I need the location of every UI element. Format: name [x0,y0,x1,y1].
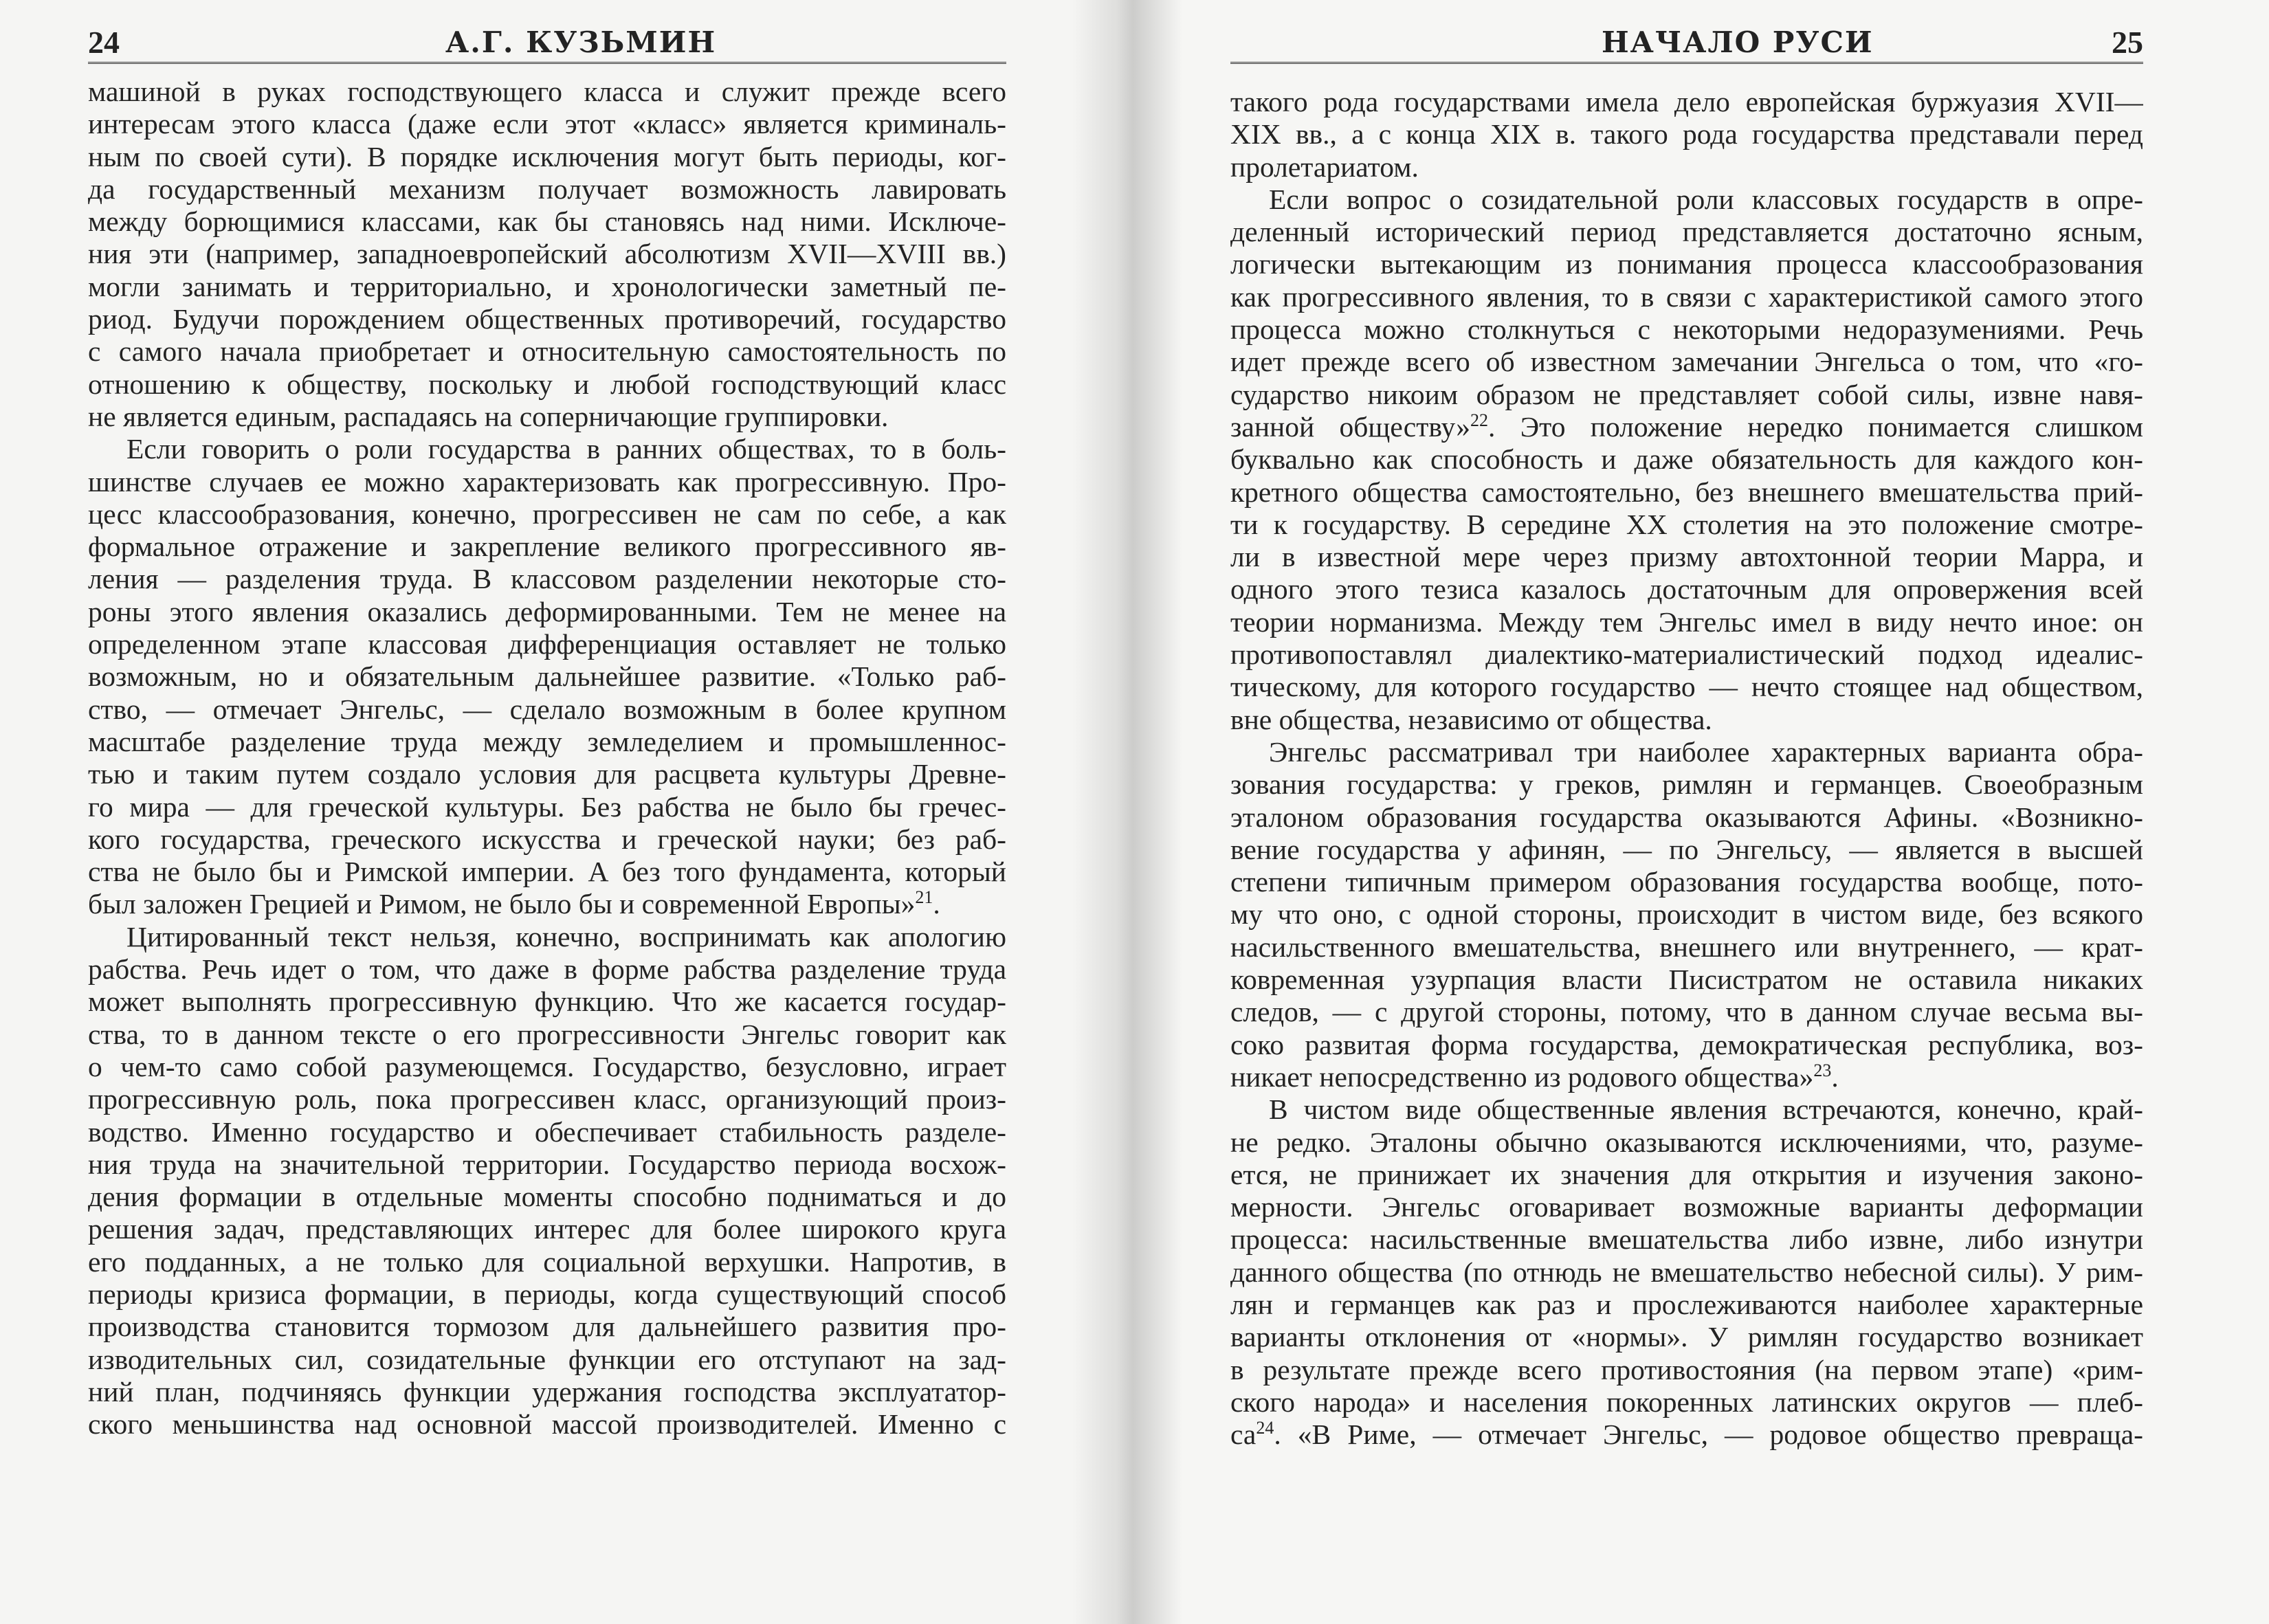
left-page-header [88,19,1006,64]
text-line [1230,1321,2143,1353]
text-line [88,596,1006,628]
text-line [88,758,1006,790]
text-line-content: как прогрессивного явления, то в связи с характеристикой самого этого [1230,280,2143,313]
text-line-content: роны этого явления оказались деформированными. Тем не менее на [88,595,1006,627]
text-line [1230,964,2143,996]
left-page-body [88,76,1006,1441]
text-line-content: ства, то в данном тексте о его прогрессивности Энгельс говорит как [88,1018,1006,1050]
text-line [1230,1093,2143,1126]
text-line [1230,1223,2143,1256]
footnote-ref: 21 [915,888,933,908]
text-line-content: го мира — для греческой культуры. Без рабства не было бы гречес- [88,790,1006,823]
text-line-content: В чистом виде общественные явления встречаются, конечно, край- [1269,1093,2143,1126]
text-line-content: са [1230,1419,1257,1451]
text-line-content: риод. Будучи порождением общественных противоречий, государство [88,303,1006,335]
left-page-number: 24 [88,25,120,60]
text-line [88,986,1006,1018]
text-line [88,856,1006,888]
text-line-content: никает непосредственно из родового общества» [1230,1060,1814,1093]
text-line [88,1083,1006,1115]
text-line-content: отношению к обществу, поскольку и любой господствующий класс [88,368,1006,400]
text-line [1230,996,2143,1028]
text-line-content: кретного общества самостоятельно, без внешнего вмешательства прий- [1230,476,2143,508]
text-line [1230,736,2143,768]
text-line [1230,379,2143,411]
text-line-content: да государственный механизм получает возможность лавировать [88,173,1006,205]
text-line-content: изводительных сил, созидательные функции его отступают на зад- [88,1343,1006,1375]
text-line [88,401,1006,433]
right-page-body [1230,86,2143,1451]
text-line-content: ства не было бы и Римской империи. А без того фундамента, который [88,856,1006,888]
text-line-content: периоды кризиса формации, в периоды, когда существующий способ [88,1278,1006,1310]
text-line-content: ского меньшинства над основной массой производителей. Именно с [88,1408,1006,1441]
text-line [88,628,1006,660]
text-line [88,335,1006,368]
text-line [88,823,1006,856]
text-line-content: ний план, подчиняясь функции удержания господства эксплуататор- [88,1375,1006,1408]
text-line [1230,118,2143,151]
text-line-content: решения задач, представляющих интерес для более широкого круга [88,1213,1006,1245]
text-line [88,1116,1006,1148]
text-line-tail: . [933,888,940,920]
text-line-content: ти к государству. В середине XX столетия на это положение смотре- [1230,508,2143,540]
text-line-content: ковременная узурпация власти Писистратом не оставила никаких [1230,964,2143,996]
text-line [88,1376,1006,1408]
text-line [1230,86,2143,118]
text-line-content: насильственного вмешательства, внешнего или внутреннего, — крат- [1230,931,2143,963]
text-line-content: XIX вв., а с конца XIX в. такого рода государства представали перед [1230,118,2143,151]
text-line-content: степени типичным примером образования государства вообще, пото- [1230,866,2143,898]
text-line [88,1344,1006,1376]
text-line-content: Энгельс рассматривал три наиболее характерных варианта обра- [1269,735,2143,768]
text-line-content: ния эти (например, западноевропейский абсолютизм XVII—XVIII вв.) [88,238,1006,270]
text-line-content: ления — разделения труда. В классовом разделении некоторые сто- [88,563,1006,595]
text-line-content: формальное отражение и закрепление великого прогрессивного яв- [88,531,1006,563]
text-line-tail: . Это положение нередко понимается слишком [1488,410,2143,443]
text-line [1230,346,2143,378]
text-line-content: машиной в руках господствующего класса и служит прежде всего [88,76,1006,107]
text-line [1230,1061,2143,1093]
text-line-content: пролетариатом. [1230,151,1419,183]
text-line-content: тью и таким путем создало условия для расцвета культуры Древне- [88,758,1006,790]
text-line [88,1278,1006,1311]
text-line [88,1213,1006,1245]
text-line-content: лян и германцев как раз и прослеживаются наиболее характерные [1230,1288,2143,1320]
text-line-content: такого рода государствами имела дело европейская буржуазия XVII— [1230,86,2143,118]
left-running-title: А.Г. КУЗЬМИН [445,25,717,59]
text-line [1230,931,2143,964]
text-line-content: ным по своей сути). В порядке исключения могут быть периоды, ког- [88,140,1006,173]
text-line-content: прогрессивную роль, пока прогрессивен класс, организующий произ- [88,1083,1006,1115]
text-line [88,888,1006,920]
text-line-content: шинстве случаев ее можно характеризовать как прогрессивную. Про- [88,465,1006,498]
text-line-content: эталоном образования государства оказываются Афины. «Возникно- [1230,801,2143,833]
text-line [88,693,1006,726]
text-line-content: занной обществу» [1230,410,1471,443]
text-line [88,531,1006,563]
text-line [1230,1256,2143,1289]
text-line [88,1246,1006,1278]
text-line [1230,1354,2143,1386]
text-line-tail: . «В Риме, — отмечает Энгельс, — родовое общество превраща- [1274,1419,2143,1451]
text-line-content: одного этого тезиса казалось достаточным для опровержения всей [1230,573,2143,605]
text-line-content: определенном этапе классовая дифференциация оставляет не только [88,628,1006,660]
text-line [88,498,1006,531]
text-line-content: о чем-то само собой разумеющемся. Государство, безусловно, играет [88,1050,1006,1082]
text-line-content: теории норманизма. Между тем Энгельс имел в виду нечто иное: он [1230,605,2143,638]
text-line [1230,1126,2143,1159]
text-line [88,660,1006,693]
text-line-content: тическому, для которого государство — нечто стоящее над обществом, [1230,671,2143,703]
text-line-content: му что оно, с одной стороны, происходит в чистом виде, без всякого [1230,898,2143,931]
text-line-content: Если говорить о роли государства в ранних обществах, то в боль- [126,433,1006,465]
text-line [88,368,1006,401]
text-line [88,141,1006,173]
text-line [88,1181,1006,1213]
text-line [1230,834,2143,866]
text-line-content: ется, не принижает их значения для открытия и изучения законо- [1230,1158,2143,1190]
text-line-content: Цитированный текст нельзя, конечно, воспринимать как апологию [126,920,1006,953]
left-page [0,0,1114,1624]
text-line [1230,1289,2143,1321]
text-line [1230,1191,2143,1223]
text-line [88,271,1006,303]
text-line-content: Если вопрос о созидательной роли классовых государств в опре- [1269,183,2143,215]
text-line [1230,411,2143,443]
text-line-content: ния труда на значительной территории. Государство периода восхож- [88,1148,1006,1180]
text-line-content: не редко. Эталоны обычно оказываются исключениями, что, разуме- [1230,1126,2143,1158]
text-line [88,466,1006,498]
text-line-content: вение государства у афинян, — по Энгельсу, — является в высшей [1230,833,2143,865]
text-line [88,76,1006,108]
footnote-ref: 24 [1256,1419,1274,1438]
text-line [88,238,1006,270]
text-line-content: водство. Именно государство и обеспечивает стабильность разделе- [88,1115,1006,1148]
text-line [88,1311,1006,1343]
text-line-content: его подданных, а не только для социальной верхушки. Напротив, в [88,1245,1006,1278]
text-line [88,563,1006,595]
text-line [1230,898,2143,931]
text-line-content: могли занимать и территориально, и хронологически заметный пе- [88,270,1006,302]
text-line [1230,801,2143,834]
text-line-content: следов, — с другой стороны, потому, что в данном случае весьма вы- [1230,996,2143,1028]
text-line-content: логически вытекающим из понимания процесса классообразования [1230,248,2143,280]
text-line-content: ство, — отмечает Энгельс, — сделало возможным в более крупном [88,693,1006,725]
text-line-content: между борющимися классами, как бы становясь над ними. Исключе- [88,205,1006,238]
text-line-content: производства становится тормозом для дальнейшего развития про- [88,1311,1006,1343]
text-line-content: масштабе разделение труда между земледелием и промышленнос- [88,725,1006,757]
right-page-header [1230,19,2143,64]
text-line [1230,183,2143,216]
text-line [88,1408,1006,1441]
text-line [88,1051,1006,1083]
text-line-content: дения формации в отдельные моменты способно подниматься и до [88,1181,1006,1213]
text-line-content: идет прежде всего об известном замечании Энгельса о том, что «го- [1230,346,2143,378]
text-line-content: может выполнять прогрессивную функцию. Что же касается государ- [88,986,1006,1018]
text-line-content: данного общества (по отнюдь не вмешательство небесной силы). У рим- [1230,1256,2143,1288]
text-line [1230,671,2143,703]
text-line-content: деленный исторический период представляется достаточно ясным, [1230,216,2143,248]
text-line-content: процесса можно столкнуться с некоторыми недоразумениями. Речь [1230,313,2143,346]
text-line [1230,151,2143,183]
text-line [88,1148,1006,1181]
text-line [88,303,1006,335]
text-line [1230,638,2143,671]
text-line-content: был заложен Грецией и Римом, не было бы и современной Европы» [88,888,916,920]
text-line-content: зования государства: у греков, римлян и германцев. Своеобразным [1230,768,2143,801]
text-line [1230,1419,2143,1451]
text-line [1230,606,2143,638]
text-line [88,173,1006,205]
text-line-content: варианты отклонения от «нормы». У римлян государство возникает [1230,1321,2143,1353]
text-line [1230,768,2143,801]
text-line-content: цесс классообразования, конечно, прогрессивен не сам по себе, а как [88,498,1006,530]
text-line [1230,281,2143,313]
text-line [1230,216,2143,248]
text-line [1230,866,2143,898]
text-line [1230,476,2143,509]
text-line [88,1019,1006,1051]
footnote-ref: 23 [1813,1060,1832,1081]
text-line [1230,541,2143,573]
text-line-content: ского народа» и населения покоренных латинских округов — плеб- [1230,1386,2143,1418]
right-page-number: 25 [2112,25,2143,60]
text-line-content: с самого начала приобретает и относительную самостоятельность по [88,335,1006,368]
right-page [1114,0,2269,1624]
text-line [1230,704,2143,736]
text-line-content: процесса: насильственные вмешательства либо извне, либо изнутри [1230,1223,2143,1256]
text-line [1230,573,2143,605]
text-line [1230,443,2143,476]
text-line [1230,509,2143,541]
text-line [88,921,1006,953]
text-line [88,791,1006,823]
book-gutter-shadow [1072,0,1182,1624]
text-line [1230,1159,2143,1191]
text-line [88,726,1006,758]
text-line [88,108,1006,140]
text-line-content: буквально как способность и даже обязательность для каждого кон- [1230,443,2143,476]
footnote-ref: 22 [1470,410,1489,431]
text-line [1230,1029,2143,1061]
text-line-content: противопоставлял диалектико-материалистический подход идеалис- [1230,638,2143,671]
text-line-content: соко развитая форма государства, демократическая республика, воз- [1230,1028,2143,1060]
text-line [88,433,1006,465]
text-line [1230,1386,2143,1419]
text-line-content: интересам этого класса (даже если этот «класс» является криминаль- [88,108,1006,140]
text-line-content: кого государства, греческого искусства и греческой науки; без раб- [88,823,1006,855]
text-line [88,953,1006,986]
right-running-title: НАЧАЛО РУСИ [1602,25,1874,59]
text-line-content: не является единым, распадаясь на соперничающие группировки. [88,400,889,432]
text-line-content: рабства. Речь идет о том, что даже в форме рабства разделение труда [88,953,1006,986]
text-line-content: мерности. Энгельс оговаривает возможные варианты деформации [1230,1191,2143,1223]
text-line-content: в результате прежде всего противостояния (на первом этапе) «рим- [1230,1353,2143,1386]
text-line [1230,313,2143,346]
text-line-content: сударство никоим образом не представляет собой силы, извне навя- [1230,378,2143,410]
text-line-content: ли в известной мере через призму автохтонной теории Марра, и [1230,541,2143,573]
text-line [1230,248,2143,280]
text-line-content: возможным, но и обязательным дальнейшее развитие. «Только раб- [88,660,1006,693]
text-line-tail: . [1831,1060,1839,1093]
text-line [88,205,1006,238]
text-line-content: вне общества, независимо от общества. [1230,703,1712,735]
